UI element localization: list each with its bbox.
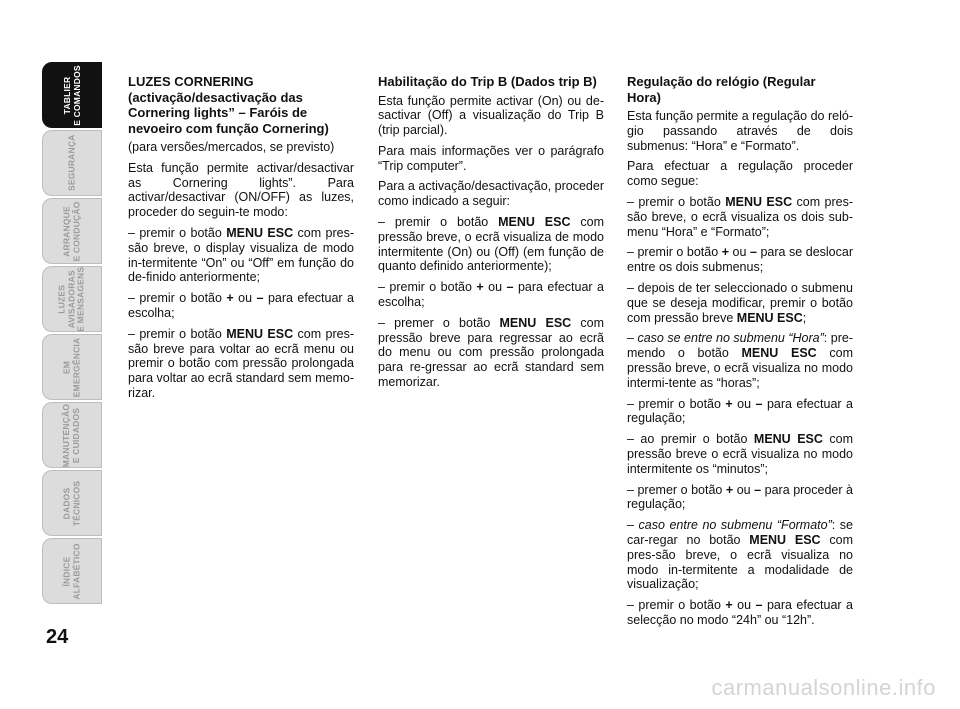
text: ou <box>732 396 756 411</box>
button-name: MENU ESC <box>725 194 793 209</box>
text: com pressão breve, o ecrã visualiza no modo intermi-tente as “horas”; <box>627 346 853 390</box>
button-name: MENU ESC <box>499 315 572 330</box>
text: para efectuar a escolha; <box>128 291 354 320</box>
text: ou <box>733 482 755 497</box>
text: – ao premir o botão <box>627 432 754 447</box>
column-trip-b <box>378 74 604 396</box>
watermark: carmanualsonline.info <box>711 675 936 700</box>
text: para efectuar a escolha; <box>378 280 604 310</box>
tab-arranque-e-conducao[interactable] <box>42 198 102 264</box>
column-clock-setting <box>627 74 853 634</box>
submenu-name: caso entre no submenu “Formato” <box>638 518 832 533</box>
paragraph <box>627 483 853 513</box>
minus-symbol: – <box>755 598 763 613</box>
section-title: Habilitação do Trip B (Dados trip B) <box>378 74 597 89</box>
paragraph <box>128 226 354 285</box>
tab-label: DADOS TÉCNICOS <box>61 480 81 526</box>
tab-label: SEGURANÇA <box>66 134 77 192</box>
text: para efectuar a regulação; <box>627 396 853 426</box>
text: : pre-mendo o botão <box>627 331 853 361</box>
paragraph <box>627 598 853 628</box>
tab-luzes-avisadoras[interactable] <box>42 266 102 332</box>
button-name: MENU ESC <box>741 346 817 361</box>
text: com pressão breve para regressar ao ecrã do menu ou com pressão prolongada para re-gressar ao ecrã standard sem memorizar. <box>378 315 604 390</box>
section-title: Regulação do relógio (Regular Hora) <box>627 74 816 105</box>
button-name: MENU ESC <box>749 532 821 547</box>
tab-em-emergencia[interactable] <box>42 334 102 400</box>
text: para se deslocar entre os dois submenus; <box>627 245 854 275</box>
paragraph <box>627 432 853 476</box>
minus-symbol: – <box>755 396 763 411</box>
paragraph: Esta função permite activar (On) ou de-sactivar (Off) a visualização do Trip B (trip parcial). <box>378 93 604 138</box>
text: : se car-regar no botão <box>627 518 853 547</box>
plus-symbol: + <box>725 396 733 411</box>
tab-label: ARRANQUE E CONDUÇÃO <box>61 200 81 262</box>
button-name: MENU ESC <box>736 310 803 325</box>
paragraph <box>627 281 853 325</box>
minus-symbol: – <box>750 245 757 260</box>
paragraph: Para mais informações ver o parágrafo “Trip computer”. <box>378 143 604 173</box>
plus-symbol: + <box>476 280 484 295</box>
button-name: MENU ESC <box>498 215 571 230</box>
paragraph <box>128 327 354 401</box>
text: ou <box>729 245 750 260</box>
tab-label: TABLIER E COMANDOS <box>61 64 81 126</box>
paragraph: Para a activação/desactivação, proceder como indicado a seguir: <box>378 179 604 209</box>
minus-symbol: – <box>754 482 762 497</box>
tab-label: EM EMERGÊNCIA <box>61 337 81 397</box>
text: – premer o botão <box>378 315 500 330</box>
text: – premir o botão <box>627 396 726 411</box>
text: ou <box>233 291 257 306</box>
text: – premir o botão <box>627 598 726 613</box>
text: – premir o botão <box>378 280 477 295</box>
paragraph: Esta função permite activar/desactivar as Cornering lights”. Para activar/desactivar (ON/OFF) as luzes, proceder do seguin-te modo: <box>128 160 354 220</box>
button-name: MENU ESC <box>226 225 294 240</box>
text: ; <box>802 310 807 325</box>
text: com pres-são breve, o ecrã visualiza os dois sub-menu “Hora” e “Formato”; <box>627 194 853 239</box>
plus-symbol: + <box>721 245 730 260</box>
text: – depois de ter seleccionado o submenu que se deseja modificar, premir o botão com pressão breve <box>627 280 853 325</box>
text: – premir o botão <box>128 225 227 240</box>
paragraph <box>378 215 604 274</box>
button-name: MENU ESC <box>753 432 823 447</box>
text: – premir o botão <box>128 291 227 306</box>
text: com pres-são breve, o ecrã visualiza no modo in-termitente a modalidade de visualização; <box>627 532 854 592</box>
minus-symbol: – <box>256 291 264 306</box>
tab-label: ÍNDICE ALFABÉTICO <box>61 542 81 600</box>
page-number: 24 <box>46 626 69 648</box>
text: – premir o botão <box>378 215 499 230</box>
paragraph <box>378 316 604 390</box>
paragraph <box>378 280 604 310</box>
text: ou <box>483 280 507 295</box>
text: com pressão breve, o ecrã visualiza de modo intermitente (On) ou (Off) (em função de quanto definido anteriormente); <box>378 215 604 274</box>
text: – <box>627 331 638 346</box>
paragraph: Esta função permite a regulação do reló-gio passando através de dois submenus: “Hora” e “Formato”. <box>627 109 853 153</box>
tab-tablier-e-comandos[interactable] <box>42 62 102 128</box>
submenu-name: caso se entre no submenu “Hora” <box>637 331 824 346</box>
text: com pressão breve o ecrã visualiza no modo intermitente os “minutos”; <box>627 432 854 476</box>
paragraph <box>627 518 853 592</box>
paragraph <box>627 195 853 239</box>
paragraph <box>128 291 354 321</box>
text: – premer o botão <box>627 482 726 497</box>
text: ou <box>732 598 756 613</box>
button-name: MENU ESC <box>226 326 294 341</box>
tab-dados-tecnicos[interactable] <box>42 470 102 536</box>
plus-symbol: + <box>226 291 234 306</box>
tab-label: LUZES AVISADORAS E MENSAGENS <box>56 266 86 332</box>
minus-symbol: – <box>506 280 514 295</box>
plus-symbol: + <box>725 598 733 613</box>
tab-manutencao-e-cuidados[interactable] <box>42 402 102 468</box>
tab-label: MANUTENÇÃO E CUIDADOS <box>61 403 82 467</box>
section-note: (para versões/mercados, se previsto) <box>128 140 335 154</box>
tab-seguranca[interactable] <box>42 130 102 196</box>
paragraph: Para efectuar a regulação proceder como segue: <box>627 159 853 189</box>
section-title: LUZES CORNERING (activação/desactivação das Cornering lights” – Faróis de nevoeiro com função Cornering) <box>128 74 329 136</box>
plus-symbol: + <box>725 482 734 497</box>
text: – premir o botão <box>627 194 726 209</box>
paragraph <box>627 331 853 390</box>
text: com pres-são breve para voltar ao ecrã menu ou premir o botão com pressão prolongada para voltar ao ecrã standard sem memo-rizar. <box>128 326 354 400</box>
text: – <box>627 518 639 533</box>
text: para efectuar a selecção no modo “24h” ou “12h”. <box>627 598 853 627</box>
text: – premir o botão <box>627 245 722 260</box>
text: – premir o botão <box>128 326 227 341</box>
text: para proceder à regulação; <box>627 482 854 512</box>
tab-indice-alfabetico[interactable] <box>42 538 102 604</box>
paragraph <box>627 245 853 275</box>
column-cornering-lights <box>128 74 354 407</box>
text: com pres-são breve, o display visualiza de modo in-termitente “On” ou “Off” em função do de-finido anteriormente; <box>128 225 354 285</box>
paragraph <box>627 397 853 427</box>
